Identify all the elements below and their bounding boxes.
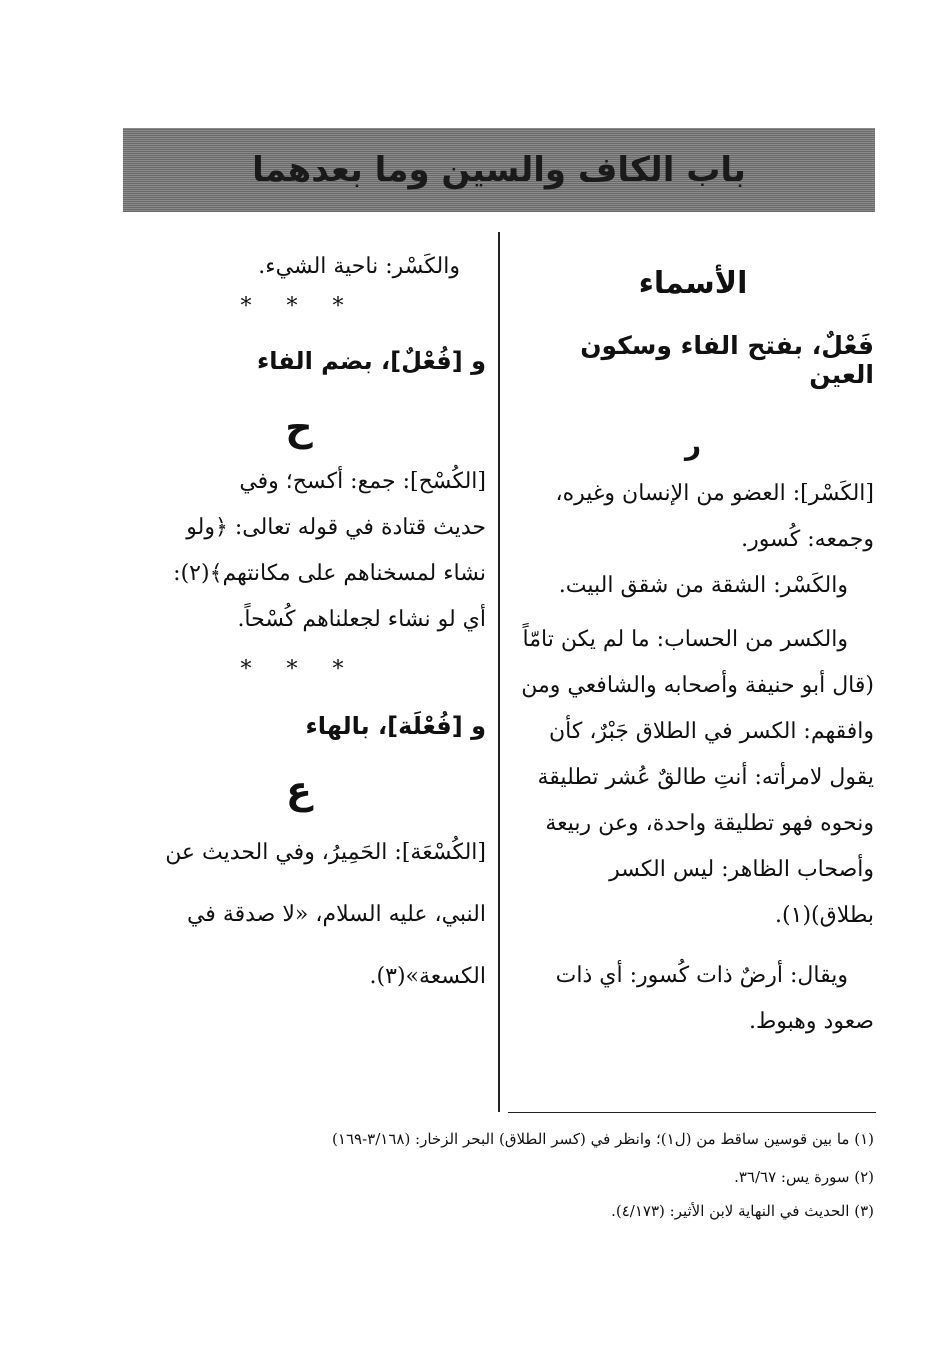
- chapter-title: باب الكاف والسين وما بعدهما: [252, 150, 746, 190]
- footnote-rule: [508, 1112, 876, 1113]
- text-line: والكَسْر: ناحية الشيء.: [258, 254, 460, 279]
- footnote-2: (٢) سورة يس: ٣٦/٦٧.: [734, 1168, 874, 1186]
- text-line: وجمعه: كُسور.: [741, 527, 874, 552]
- separator-stars: * * *: [240, 294, 358, 319]
- text-line: يقول لامرأته: أنتِ طالقٌ عُشر تطليقة: [537, 765, 874, 790]
- column-divider: [498, 232, 500, 1112]
- heading-fu3l: و [فُعْلٌ]، بضم الفاء: [257, 347, 486, 375]
- text-line: وافقهم: الكسر في الطلاق جَبْرٌ، كأن: [549, 719, 874, 744]
- text-line: والكَسْر: الشقة من شقق البيت.: [558, 573, 848, 598]
- text-line: حديث قتادة في قوله تعالى: ﴿ولو: [186, 515, 486, 540]
- footnote-1: (١) ما بين قوسين ساقط من (ل١)؛ وانظر في (كسر الطلاق) البحر الزخار: (٣/١٦٨-١٦٩): [332, 1130, 874, 1148]
- heading-fu3la: و [فُعْلَة]، بالهاء: [305, 712, 486, 740]
- text-line: والكسر من الحساب: ما لم يكن تامّاً: [522, 627, 848, 652]
- text-line: (قال أبو حنيفة وأصحابه والشافعي ومن: [521, 673, 874, 698]
- letter-heading-ra: ر: [684, 428, 702, 461]
- text-line: [الكُسْعَة]: الحَمِيرُ، وفي الحديث عن: [165, 840, 486, 865]
- letter-heading-ain: ع: [286, 768, 312, 812]
- text-line: ونحوه فهو تطليقة واحدة، وعن ربيعة: [545, 811, 874, 836]
- left-column: [112, 232, 486, 1008]
- text-line: [الكُسْح]: جمع: أكسح؛ وفي: [239, 469, 486, 494]
- footnote-3: (٣) الحديث في النهاية لابن الأثير: (٤/١٧٣).: [611, 1202, 874, 1220]
- text-line: الكسعة»(٣).: [369, 964, 486, 989]
- separator-stars: * * *: [240, 657, 358, 682]
- text-line: صعود وهبوط.: [748, 1009, 874, 1034]
- pattern-heading: فَعْلٌ، بفتح الفاء وسكون العين: [580, 331, 874, 389]
- text-line: أي لو نشاء لجعلناهم كُسْحاً.: [237, 607, 486, 632]
- chapter-banner: [123, 128, 875, 212]
- section-title: الأسماء: [638, 266, 748, 301]
- text-line: النبي، عليه السلام، «لا صدقة في: [186, 902, 486, 927]
- text-line: ويقال: أرضٌ ذات كُسور: أي ذات: [555, 963, 848, 988]
- text-line: نشاء لمسخناهم على مكانتهم﴾(٢):: [173, 561, 486, 586]
- text-line: وأصحاب الظاهر: ليس الكسر: [609, 857, 874, 882]
- text-line: بطلاق)(١).: [775, 903, 874, 928]
- letter-heading-ha: ح: [285, 405, 313, 449]
- text-line: [الكَسْر]: العضو من الإنسان وغيره،: [555, 481, 874, 506]
- right-column: [512, 232, 874, 1045]
